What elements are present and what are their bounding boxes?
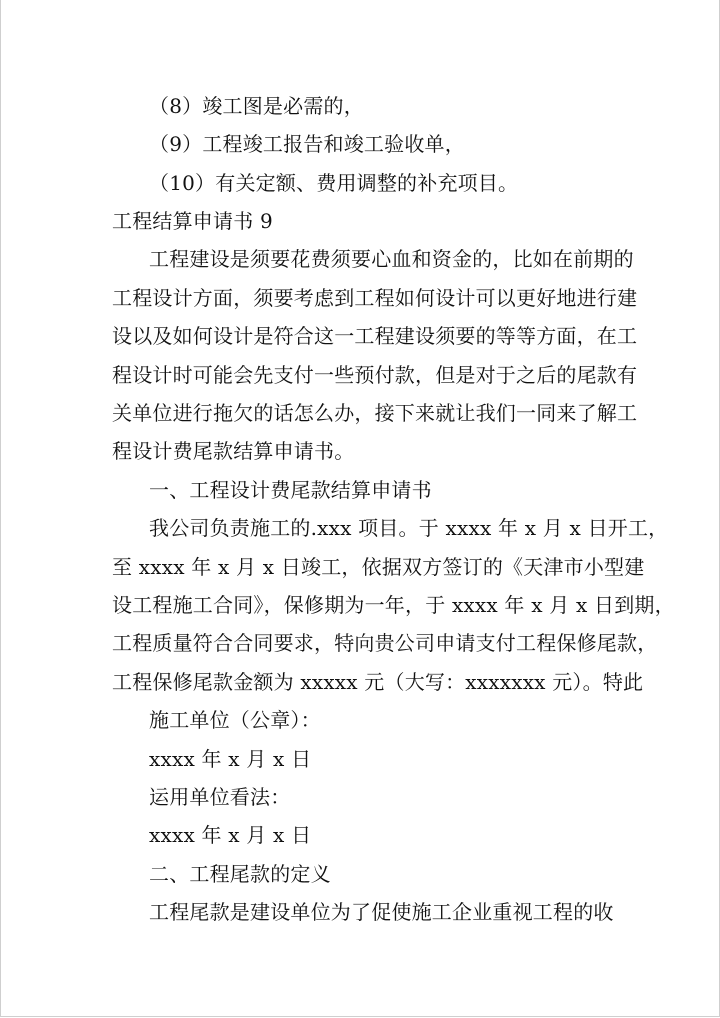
paragraph-line: 工程质量符合合同要求，特向贵公司申请支付工程保修尾款， xyxy=(112,631,658,655)
paragraph-line: 工程尾款是建设单位为了促使施工企业重视工程的收 xyxy=(149,900,614,924)
date-line: xxxx 年 x 月 x 日 xyxy=(149,747,312,771)
paragraph-line: 关单位进行拖欠的话怎么办，接下来就让我们一同来了解工 xyxy=(112,401,638,425)
paragraph-line: 工程建设是须要花费须要心血和资金的，比如在前期的 xyxy=(149,247,634,271)
subheading-1: 一、工程设计费尾款结算申请书 xyxy=(149,478,432,502)
paragraph-line: 设以及如何设计是符合这一工程建设须要的等等方面，在工 xyxy=(112,324,638,348)
signature-contractor: 施工单位（公章）： xyxy=(149,708,321,732)
list-item-10: （10）有关定额、费用调整的补充项目。 xyxy=(149,171,519,195)
paragraph-line: 程设计费尾款结算申请书。 xyxy=(112,439,355,463)
list-item-8: （8）竣工图是必需的， xyxy=(149,94,364,118)
section-heading-9: 工程结算申请书 9 xyxy=(112,209,273,233)
paragraph-line: 工程保修尾款金额为 xxxxx 元（大写：xxxxxxx 元）。特此 xyxy=(112,670,644,694)
date-line: xxxx 年 x 月 x 日 xyxy=(149,823,312,847)
paragraph-line: 设工程施工合同》，保修期为一年，于 xxxx 年 x 月 x 日到期， xyxy=(112,593,675,617)
user-opinion-label: 运用单位看法： xyxy=(149,785,291,809)
paragraph-line: 至 xxxx 年 x 月 x 日竣工，依据双方签订的《天津市小型建 xyxy=(112,555,645,579)
paragraph-line: 我公司负责施工的.xxx 项目。于 xxxx 年 x 月 x 日开工， xyxy=(149,516,669,540)
list-item-9: （9）工程竣工报告和竣工验收单， xyxy=(149,132,465,156)
subheading-2: 二、工程尾款的定义 xyxy=(149,862,331,886)
paragraph-line: 工程设计方面，须要考虑到工程如何设计可以更好地进行建 xyxy=(112,286,638,310)
paragraph-line: 程设计时可能会先支付一些预付款，但是对于之后的尾款有 xyxy=(112,363,638,387)
